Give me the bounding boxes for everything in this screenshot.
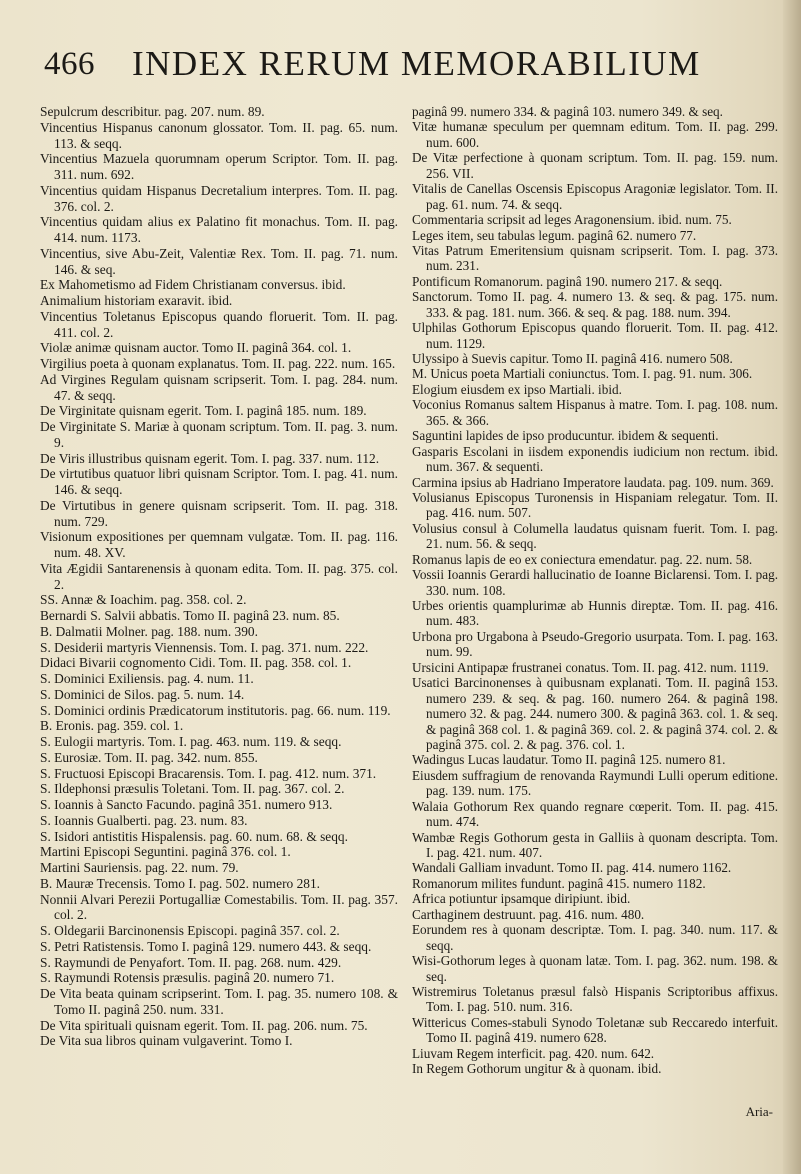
page-edge: [783, 0, 801, 1174]
index-entry: Africa potiuntur ipsamque diripiunt. ibid.: [412, 891, 631, 907]
index-entry: Elogium eiusdem ex ipso Martiali. ibid.: [412, 381, 622, 397]
index-entry: S. Dominici ordinis Prædicatorum institutoris. pag. 66. num. 119.: [40, 702, 391, 718]
index-entry: De Vita sua libros quinam vulgaverint. Tomo I.: [40, 1033, 293, 1049]
index-entry: Ad Virgines Regulam quisnam scripserit. Tom. I. pag. 284. num. 47. & seqq.: [40, 371, 398, 403]
index-entry: S. Isidori antistitis Hispalensis. pag. 60. num. 68. & seqq.: [40, 828, 348, 844]
index-entry: Vita Ægidii Santarenensis à quonam edita. Tom. II. pag. 375. col. 2.: [40, 560, 398, 592]
index-entry: SS. Annæ & Ioachim. pag. 358. col. 2.: [40, 592, 247, 608]
left-column: [40, 104, 398, 1049]
index-entry: De Virginitate S. Mariæ à quonam scriptum. Tom. II. pag. 3. num. 9.: [40, 419, 398, 450]
index-entry: S. Raymundi Rotensis præsulis. paginâ 20. numero 71.: [40, 970, 335, 986]
right-column: [412, 104, 778, 1077]
index-entry: Carthaginem destruunt. pag. 416. num. 480.: [412, 906, 645, 922]
index-entry: Volusianus Episcopus Turonensis in Hispaniam relegatur. Tom. II. pag. 416. num. 507.: [412, 489, 778, 521]
index-entry: Liuvam Regem interficit. pag. 420. num. 642.: [412, 1045, 655, 1061]
index-entry: Vincentius quidam alius ex Palatino fit monachus. Tom. II. pag. 414. num. 1173.: [40, 214, 398, 245]
index-entry: M. Unicus poeta Martiali coniunctus. Tom. I. pag. 91. num. 306.: [412, 366, 753, 382]
index-entry: S. Oldegarii Barcinonensis Episcopi. paginâ 357. col. 2.: [40, 923, 340, 938]
index-entry: S. Eulogii martyris. Tom. I. pag. 463. num. 119. & seqq.: [40, 734, 342, 749]
index-entry: Leges item, seu tabulas legum. paginâ 62. numero 77.: [412, 227, 697, 243]
index-entry: Usatici Barcinonenses à quibusnam explanati. Tom. II. paginâ 153. numero 239. & seq. & pag. 160. numero 264. & paginâ 198. numero 32. & pag. 244. numero 300. & paginâ 363. col. 1. & seq. & paginâ 368 col. 1. & paginâ 369. col. 2. & paginâ 374. col. 2. & paginâ 375. col. 2. & pag. 376. col. 1.: [412, 675, 778, 752]
index-entry: Commentaria scripsit ad leges Aragonensium. ibid. num. 75.: [412, 212, 732, 228]
index-entry: De Virginitate quisnam egerit. Tom. I. paginâ 185. num. 189.: [40, 403, 367, 419]
index-entry: Romanus lapis de eo ex coniectura emendatur. pag. 22. num. 58.: [412, 551, 753, 567]
index-entry: Vossii Ioannis Gerardi hallucinatio de Ioanne Biclarensi. Tom. I. pag. 330. num. 108.: [412, 567, 778, 598]
index-entry: Ursicini Antipapæ frustranei conatus. Tom. II. pag. 412. num. 1119.: [412, 659, 769, 675]
index-entry: B. Eronis. pag. 359. col. 1.: [40, 718, 184, 734]
index-entry: Bernardi S. Salvii abbatis. Tomo II. paginâ 23. num. 85.: [40, 608, 340, 623]
index-entry: S. Eurosiæ. Tom. II. pag. 342. num. 855.: [40, 749, 258, 765]
index-entry: Romanorum milites fundunt. paginâ 415. numero 1182.: [412, 875, 706, 891]
index-entry: Vitas Patrum Emeritensium quisnam scripserit. Tom. I. pag. 373. num. 231.: [412, 242, 778, 274]
index-entry: S. Desiderii martyris Viennensis. Tom. I. pag. 371. num. 222.: [40, 639, 369, 655]
index-entry: Didaci Bivarii cognomento Cidi. Tom. II. pag. 358. col. 1.: [40, 655, 352, 671]
catchword: Aria-: [745, 1104, 773, 1119]
index-entry: Visionum expositiones per quemnam vulgatæ. Tom. II. pag. 116. num. 48. XV.: [40, 529, 398, 560]
index-entry: Walaia Gothorum Rex quando regnare cœperit. Tom. II. pag. 415. num. 474.: [412, 798, 778, 830]
index-entry: Gasparis Escolani in iisdem exponendis iudicium non rectum. ibid. num. 367. & sequenti.: [412, 443, 778, 475]
index-entry: De Vita spirituali quisnam egerit. Tom. II. pag. 206. num. 75.: [40, 1017, 368, 1033]
index-entry: Nonnii Alvari Perezii Portugalliæ Comestabilis. Tom. II. pag. 357. col. 2.: [40, 891, 398, 923]
index-entry: Volusius consul à Columella laudatus quisnam fuerit. Tom. I. pag. 21. num. 56. & seqq.: [412, 520, 778, 552]
index-entry: S. Ioannis à Sancto Facundo. paginâ 351. numero 913.: [40, 797, 333, 812]
index-entry: S. Ildephonsi præsulis Toletani. Tom. II. pag. 367. col. 2.: [40, 781, 345, 797]
index-entry: S. Dominici Exiliensis. pag. 4. num. 11.: [40, 671, 254, 686]
index-entry: Animalium historiam exaravit. ibid.: [40, 293, 233, 308]
index-entry: Eiusdem suffragium de renovanda Raymundi Lulli operum editione. pag. 139. num. 175.: [412, 767, 778, 799]
index-entry: S. Petri Ratistensis. Tomo I. paginâ 129. numero 443. & seqq.: [40, 938, 372, 954]
index-entry: Wandali Galliam invadunt. Tomo II. pag. 414. numero 1162.: [412, 860, 732, 876]
index-entry: S. Ioannis Gualberti. pag. 23. num. 83.: [40, 812, 248, 828]
index-entry: Wittericus Comes-stabuli Synodo Toletanæ sub Reccaredo interfuit. Tomo II. paginâ 419. numero 628.: [412, 1014, 778, 1046]
index-entry: Martini Episcopi Seguntini. paginâ 376. col. 1.: [40, 844, 291, 860]
index-entry: B. Mauræ Trecensis. Tomo I. pag. 502. numero 281.: [40, 875, 321, 891]
index-entry: De Vitæ perfectione à quonam scriptum. Tom. II. pag. 159. num. 256. VII.: [412, 150, 778, 181]
running-title: INDEX RERUM MEMORABILIUM: [132, 44, 701, 83]
index-entry: Vincentius quidam Hispanus Decretalium interpres. Tom. II. pag. 376. col. 2.: [40, 182, 398, 214]
index-entry: S. Fructuosi Episcopi Bracarensis. Tom. I. pag. 412. num. 371.: [40, 765, 377, 781]
index-entry: Martini Sauriensis. pag. 22. num. 79.: [40, 860, 239, 875]
page-header: [40, 40, 780, 90]
index-entry: Wambæ Regis Gothorum gesta in Galliis à quonam descripta. Tom. I. pag. 421. num. 407.: [412, 829, 778, 860]
index-entry: Wistremirus Toletanus præsul falsò Hispanis Scriptoribus affixus. Tom. I. pag. 510. num. 316.: [412, 983, 778, 1015]
index-entry: Wisi-Gothorum leges à quonam latæ. Tom. I. pag. 362. num. 198. & seq.: [412, 953, 778, 984]
index-entry: De Virtutibus in genere quisnam scripserit. Tom. II. pag. 318. num. 729.: [40, 497, 398, 529]
page-number: 466: [44, 46, 95, 82]
index-entry: De virtutibus quatuor libri quisnam Scriptor. Tom. I. pag. 41. num. 146. & seqq.: [40, 466, 398, 497]
index-entry: Virgilius poeta à quonam explanatus. Tom. II. pag. 222. num. 165.: [40, 356, 396, 371]
index-entry: Sepulcrum describitur. pag. 207. num. 89.: [40, 104, 265, 119]
index-entry: Wadingus Lucas laudatur. Tomo II. paginâ 125. numero 81.: [412, 752, 726, 768]
index-entry: Vitalis de Canellas Oscensis Episcopus Aragoniæ legislator. Tom. II. pag. 61. num. 74. & seqq.: [412, 181, 778, 212]
index-entry: Carmina ipsius ab Hadriano Imperatore laudata. pag. 109. num. 369.: [412, 474, 774, 490]
index-entry: Urbona pro Urgabona à Pseudo-Gregorio usurpata. Tom. I. pag. 163. num. 99.: [412, 628, 778, 660]
index-entry: De Vita beata quinam scripserint. Tom. I. pag. 35. numero 108. & Tomo II. paginâ 250. num. 331.: [40, 986, 398, 1017]
index-entry: Vincentius Toletanus Episcopus quando floruerit. Tom. II. pag. 411. col. 2.: [40, 308, 398, 340]
index-entry: De Viris illustribus quisnam egerit. Tom. I. pag. 337. num. 112.: [40, 450, 380, 466]
index-entry: paginâ 99. numero 334. & paginâ 103. numero 349. & seq.: [412, 104, 723, 119]
index-entry: Ex Mahometismo ad Fidem Christianam conversus. ibid.: [40, 277, 346, 293]
index-entry: Vincentius Mazuela quorumnam operum Scriptor. Tom. II. pag. 311. num. 692.: [40, 151, 398, 182]
index-entry: Vincentius Hispanus canonum glossator. Tom. II. pag. 65. num. 113. & seqq.: [40, 119, 398, 151]
index-entry: Vitæ humanæ speculum per quemnam editum. Tom. II. pag. 299. num. 600.: [412, 119, 778, 150]
index-entry: Violæ animæ quisnam auctor. Tomo II. paginâ 364. col. 1.: [40, 340, 352, 356]
index-entry: S. Raymundi de Penyafort. Tom. II. pag. 268. num. 429.: [40, 954, 342, 970]
index-entry: Voconius Romanus saltem Hispanus à matre. Tom. I. pag. 108. num. 365. & 366.: [412, 397, 778, 428]
index-entry: Eorundem res à quonam descriptæ. Tom. I. pag. 340. num. 117. & seqq.: [412, 922, 778, 953]
index-entry: In Regem Gothorum ungitur & à quonam. ibid.: [412, 1061, 662, 1077]
index-entry: Saguntini lapides de ipso producuntur. ibidem & sequenti.: [412, 428, 719, 444]
index-entry: Ulyssipo à Suevis capitur. Tomo II. paginâ 416. numero 508.: [412, 351, 733, 366]
index-entry: Pontificum Romanorum. paginâ 190. numero 217. & seqq.: [412, 273, 723, 289]
index-entry: Urbes orientis quamplurimæ ab Hunnis direptæ. Tom. II. pag. 416. num. 483.: [412, 598, 778, 629]
index-entry: S. Dominici de Silos. pag. 5. num. 14.: [40, 686, 245, 702]
index-entry: Sanctorum. Tomo II. pag. 4. numero 13. & seq. & pag. 175. num. 333. & pag. 181. num. 366. & seq. & pag. 188. num. 394.: [412, 289, 778, 320]
index-entry: Ulphilas Gothorum Episcopus quando floruerit. Tom. II. pag. 412. num. 1129.: [412, 320, 778, 351]
index-entry: B. Dalmatii Molner. pag. 188. num. 390.: [40, 623, 258, 639]
index-entry: Vincentius, sive Abu-Zeit, Valentiæ Rex. Tom. II. pag. 71. num. 146. & seq.: [40, 245, 398, 277]
